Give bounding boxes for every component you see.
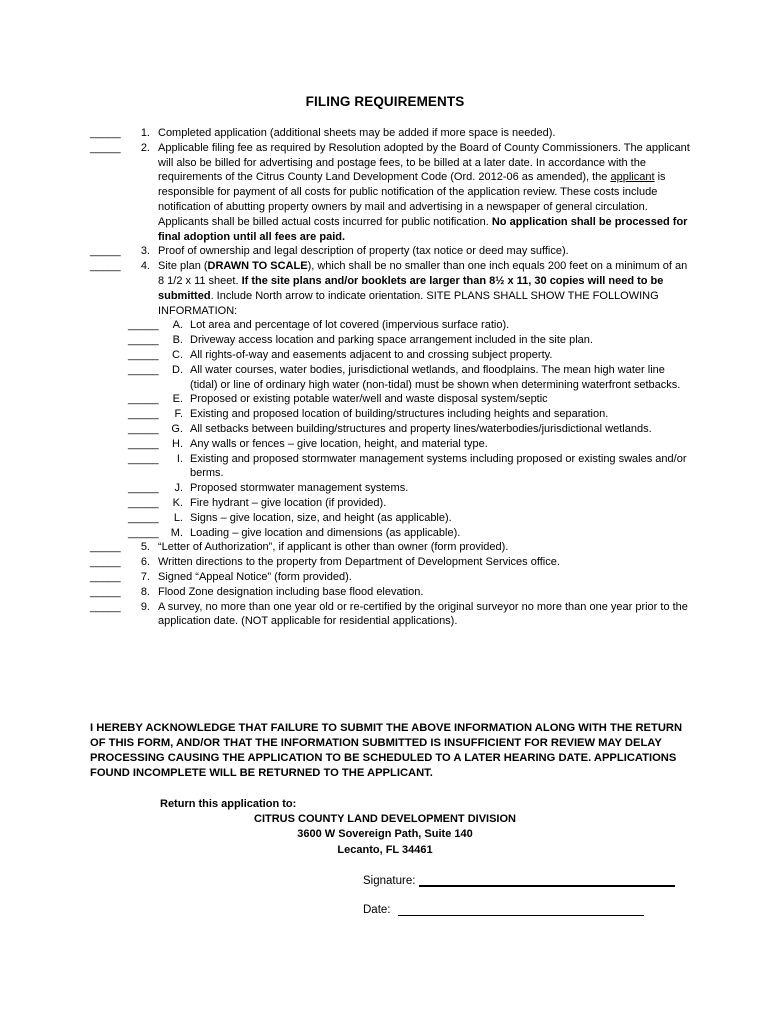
signature-line[interactable] <box>419 873 675 887</box>
subitem <box>90 496 690 511</box>
item-number: 2. <box>140 141 150 154</box>
checkoff-blank[interactable]: _____ <box>90 585 121 598</box>
checkoff-blank[interactable]: _____ <box>90 600 121 613</box>
subitem-letter: I. <box>176 452 183 465</box>
item-text: Written directions to the property from Department of Development Services office. <box>158 556 560 569</box>
subitem <box>90 452 690 482</box>
checkoff-blank[interactable]: _____ <box>90 141 121 154</box>
return-office: CITRUS COUNTY LAND DEVELOPMENT DIVISION <box>254 813 516 825</box>
bold-notice: No application shall be processed for final adoption until all fees are paid. <box>158 215 688 243</box>
subitem-text: All water courses, water bodies, jurisdictional wetlands, and floodplains. The mean high water line (tidal) or line of ordinary high water (non-tidal) must be shown when determining waterfront setbacks. <box>190 363 681 391</box>
subitem-text: Existing and proposed stormwater management systems including proposed or existing swales and/or berms. <box>190 452 687 480</box>
subitem-letter: J. <box>174 482 183 495</box>
subitem-text: Any walls or fences – give location, height, and material type. <box>190 437 488 450</box>
checkoff-blank[interactable]: _____ <box>128 526 159 539</box>
item-text: Signed “Appeal Notice” (form provided). <box>158 570 352 583</box>
subitem-text: Proposed or existing potable water/well and waste disposal system/septic <box>190 393 548 406</box>
subitem-text: Fire hydrant – give location (if provided). <box>190 496 387 509</box>
item-text: Completed application (additional sheets may be added if more space is needed). <box>158 127 556 139</box>
subitem-letter: B. <box>172 334 183 347</box>
checkoff-blank[interactable]: _____ <box>128 437 159 450</box>
item-text: A survey, no more than one year old or re-certified by the original surveyor no more than one year prior to the application date. (NOT applicable for residential applications). <box>158 600 688 628</box>
checkoff-blank[interactable]: _____ <box>90 556 121 569</box>
subitem <box>90 481 690 496</box>
item-number: 9. <box>140 600 150 613</box>
checkoff-blank[interactable]: _____ <box>128 319 159 332</box>
subitem-text: Signs – give location, size, and height (as applicable). <box>190 511 452 524</box>
requirement-item <box>90 244 690 259</box>
requirement-item <box>90 540 690 555</box>
subitem-letter: L. <box>173 511 183 524</box>
item-text-part: Site plan ( <box>158 260 208 273</box>
underlined-word: applicant <box>610 171 655 184</box>
requirements-list <box>90 126 690 629</box>
subitem <box>90 363 690 393</box>
item-number: 4. <box>140 260 150 273</box>
checkoff-blank[interactable]: _____ <box>128 363 159 376</box>
date-label: Date: <box>363 904 391 916</box>
requirement-item <box>90 555 690 570</box>
item-number: 8. <box>140 585 150 598</box>
item-text-part: Applicable filing fee as required by Resolution adopted by the Board of County Commissioners. The applicant will also be billed for advertising and postage fees, to be billed at a later date. In accordance with the requirements of the Citrus County Land Development Code (Ord. 2012-06 as amended), the <box>158 141 690 184</box>
requirement-item <box>90 126 690 141</box>
subitem <box>90 526 690 541</box>
subitem-letter: C. <box>172 348 183 361</box>
return-street: 3600 W Sovereign Path, Suite 140 <box>297 828 473 840</box>
subitem-text: Driveway access location and parking space arrangement included in the site plan. <box>190 334 593 347</box>
return-city: Lecanto, FL 34461 <box>337 844 433 856</box>
checkoff-blank[interactable]: _____ <box>90 245 121 258</box>
requirement-item <box>90 141 690 245</box>
return-label: Return this application to: <box>160 798 297 810</box>
item-number: 1. <box>140 127 150 139</box>
item-text: “Letter of Authorization”, if applicant is other than owner (form provided). <box>158 541 509 554</box>
page-title: FILING REQUIREMENTS <box>305 94 465 109</box>
subitem-letter: F. <box>174 408 183 421</box>
checkoff-blank[interactable]: _____ <box>90 570 121 583</box>
item-text-part: . Include North arrow to indicate orientation. SITE PLANS SHALL SHOW THE FOLLOWING INFORMATION: <box>158 289 659 317</box>
subitem-letter: G. <box>171 422 183 435</box>
subitem <box>90 348 690 363</box>
requirement-item <box>90 600 690 630</box>
subitem <box>90 392 690 407</box>
checkoff-blank[interactable]: _____ <box>128 393 159 406</box>
item-number: 6. <box>140 556 150 569</box>
subitem-letter: E. <box>172 393 183 406</box>
date-row <box>363 903 644 916</box>
item-text: Proof of ownership and legal description of property (tax notice or deed may suffice). <box>158 245 569 258</box>
checkoff-blank[interactable]: _____ <box>90 541 121 554</box>
subitem-letter: K. <box>172 496 183 509</box>
checkoff-blank[interactable]: _____ <box>128 452 159 465</box>
subitem <box>90 511 690 526</box>
checkoff-blank[interactable]: _____ <box>128 334 159 347</box>
checkoff-blank[interactable]: _____ <box>128 496 159 509</box>
item-text-part: ), which shall be no smaller than one inch equals 200 feet on a minimum of an 8 1/2 x 11 sheet. <box>158 260 688 287</box>
subitem <box>90 407 690 422</box>
checkoff-blank[interactable]: _____ <box>128 408 159 421</box>
subitem-text: Loading – give location and dimensions (as applicable). <box>190 526 461 539</box>
requirement-item <box>90 585 690 600</box>
subitem <box>90 437 690 452</box>
subitem-letter: D. <box>172 363 183 376</box>
subitem-text: Proposed stormwater management systems. <box>190 482 409 495</box>
bold-text: If the site plans and/or booklets are larger than 8½ x 11, 30 copies will need to be submitted <box>158 274 664 302</box>
signature-row <box>363 873 675 887</box>
site-plan-sublist <box>90 318 690 540</box>
checkoff-blank[interactable]: _____ <box>128 348 159 361</box>
item-text <box>158 259 690 318</box>
item-number: 7. <box>140 570 150 583</box>
signature-label: Signature: <box>363 875 416 887</box>
item-number: 3. <box>140 245 150 258</box>
item-text-part: is responsible for payment of all costs for public notification of the application review. These costs include notification of abutting property owners by mail and advertising in a newspaper of general circulation. Applicants shall be billed actual costs incurred for public notification. <box>158 171 666 228</box>
item-number: 5. <box>140 541 150 554</box>
acknowledgement-statement: I HEREBY ACKNOWLEDGE THAT FAILURE TO SUBMIT THE ABOVE INFORMATION ALONG WITH THE RETURN OF THIS FORM, AND/OR THAT THE INFORMATION SUBMITTED IS INSUFFICIENT FOR REVIEW MAY DELAY PROCESSING CAUSING THE APPLICATION TO BE SCHEDULED TO A LATER HEARING DATE. APPLICATIONS FOUND INCOMPLETE WILL BE RETURNED TO THE APPLICANT. <box>90 722 683 779</box>
subitem-letter: M. <box>170 526 183 539</box>
item-text <box>158 141 690 245</box>
item-text: Flood Zone designation including base flood elevation. <box>158 585 424 598</box>
subitem-letter: A. <box>172 319 183 332</box>
subitem-text: All setbacks between building/structures and property lines/waterbodies/jurisdictional wetlands. <box>190 422 652 435</box>
subitem <box>90 318 690 333</box>
subitem <box>90 333 690 348</box>
checkoff-blank[interactable]: _____ <box>90 127 121 139</box>
checkoff-blank[interactable]: _____ <box>128 482 159 495</box>
subitem-text: Existing and proposed location of building/structures including heights and separation. <box>190 408 609 421</box>
subitem-text: Lot area and percentage of lot covered (impervious surface ratio). <box>190 319 510 332</box>
date-line[interactable] <box>398 903 644 916</box>
bold-text: DRAWN TO SCALE <box>207 260 308 273</box>
requirement-item <box>90 570 690 585</box>
checkoff-blank[interactable]: _____ <box>90 260 121 273</box>
subitem-text: All rights-of-way and easements adjacent to and crossing subject property. <box>190 348 553 361</box>
subitem-letter: H. <box>172 437 183 450</box>
checkoff-blank[interactable]: _____ <box>128 422 159 435</box>
requirement-item <box>90 259 690 318</box>
subitem <box>90 422 690 437</box>
checkoff-blank[interactable]: _____ <box>128 511 159 524</box>
